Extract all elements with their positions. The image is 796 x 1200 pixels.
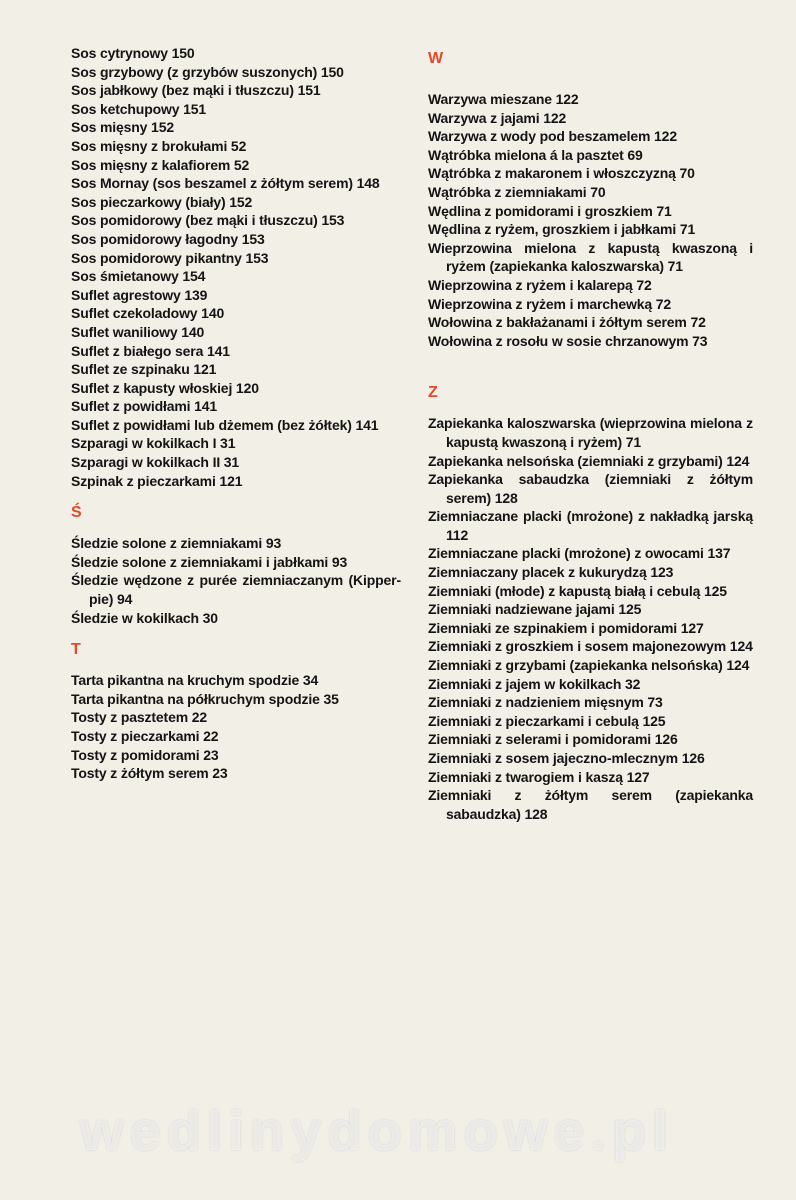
index-entry: Ziemniaki ze szpinakiem i pomidorami 127 <box>428 619 704 636</box>
index-entry: Wędlina z pomidorami i groszkiem 71 <box>428 202 672 219</box>
index-entry: Ziemniaki z pieczarkami i cebulą 125 <box>428 712 666 729</box>
index-entry: Wieprzowina z ryżem i kalarepą 72 <box>428 276 652 293</box>
index-entry: Śledzie solone z ziemniakami i jabłkami 93 <box>71 553 348 570</box>
index-entry: Ziemniaczane placki (mrożone) z nakładką jarską 112 <box>428 508 753 543</box>
index-entry: Wieprzowina mielona z kapustą kwaszoną i ryżem (zapiekanka kaloszwarska) 71 <box>428 239 753 275</box>
index-entry: Tosty z żółtym serem 23 <box>71 765 228 782</box>
index-entry: Ziemniaki z nadzieniem mięsnym 73 <box>428 694 663 711</box>
index-entry: Ziemniaki z selerami i pomidorami 126 <box>428 731 678 748</box>
index-column-left <box>71 44 401 783</box>
index-entry: Suflet z białego sera 141 <box>71 342 230 359</box>
index-entry: Warzywa mieszane 122 <box>428 91 579 107</box>
index-column-right <box>428 50 753 823</box>
index-entry: Ziemniaczany placek z kukurydzą 123 <box>428 564 674 581</box>
index-entry: Szpinak z pieczarkami 121 <box>71 472 243 489</box>
index-entry: Sos śmietanowy 154 <box>71 268 206 285</box>
index-entry: Ziemniaki nadziewane jajami 125 <box>428 601 642 618</box>
index-entry: Sos grzybowy (z grzybów suszonych) 150 <box>71 63 344 80</box>
index-entry: Ziemniaki z twarogiem i kaszą 127 <box>428 768 650 785</box>
index-entry: Ziemniaki z żółtym serem (zapiekanka sabaudzka) 128 <box>428 787 753 822</box>
index-entry: Suflet waniliowy 140 <box>71 323 205 340</box>
section-letter: Z <box>428 384 438 402</box>
index-entry: Zapiekanka nelsońska (ziemniaki z grzybami) 124 <box>428 452 750 469</box>
index-entry: Suflet czekoladowy 140 <box>71 305 225 322</box>
index-entry: Suflet ze szpinaku 121 <box>71 361 217 378</box>
index-entry: Wątróbka z makaronem i włoszczyzną 70 <box>428 165 695 182</box>
index-entry: Warzywa z wody pod beszamelem 122 <box>428 128 677 145</box>
section-letter: Ś <box>71 504 82 522</box>
watermark: wedlinydomowe.pl <box>80 1099 674 1162</box>
index-entry: Sos Mornay (sos beszamel z żółtym serem) 148 <box>71 175 380 192</box>
index-entry: Sos mięsny z brokułami 52 <box>71 137 247 154</box>
index-entry: Tarta pikantna na kruchym spodzie 34 <box>71 672 319 689</box>
index-entry: Sos mięsny 152 <box>71 119 174 136</box>
index-entry: Wędlina z ryżem, groszkiem i jabłkami 71 <box>428 221 696 238</box>
index-entry: Sos ketchupowy 151 <box>71 100 207 117</box>
index-entry: Suflet z kapusty włoskiej 120 <box>71 379 259 396</box>
index-entry: Ziemniaki (młode) z kapustą białą i cebulą 125 <box>428 582 727 599</box>
index-entry: Suflet agrestowy 139 <box>71 286 208 303</box>
index-entry: Śledzie w kokilkach 30 <box>71 609 218 626</box>
index-entry: Suflet z powidłami lub dżemem (bez żółtek) 141 <box>71 416 379 433</box>
index-entry: Ziemniaki z sosem jajeczno-mlecznym 126 <box>428 750 705 766</box>
index-entry: Tosty z pomidorami 23 <box>71 746 219 763</box>
index-entry: Wątróbka mielona á la pasztet 69 <box>428 146 643 163</box>
index-entry: Tosty z pieczarkami 22 <box>71 728 219 744</box>
index-entry: Tarta pikantna na półkruchym spodzie 35 <box>71 690 339 707</box>
index-entry: Śledzie wędzone z purée ziemniaczanym (Kipper-pie) 94 <box>71 572 401 608</box>
index-entry: Sos cytrynowy 150 <box>71 45 195 61</box>
index-entry: Suflet z powidłami 141 <box>71 398 218 415</box>
section-letter: T <box>71 641 81 659</box>
index-entry: Sos pieczarkowy (biały) 152 <box>71 193 253 210</box>
index-entry: Warzywa z jajami 122 <box>428 109 567 126</box>
index-entry: Sos jabłkowy (bez mąki i tłuszczu) 151 <box>71 82 321 99</box>
index-entry: Ziemniaki z grzybami (zapiekanka nelsońska) 124 <box>428 657 750 674</box>
index-entry: Tosty z pasztetem 22 <box>71 709 208 726</box>
section-gap <box>428 350 753 370</box>
index-entry: Sos pomidorowy (bez mąki i tłuszczu) 153 <box>71 212 345 229</box>
index-entry: Wieprzowina z ryżem i marchewką 72 <box>428 295 671 312</box>
index-entry: Zapiekanka kaloszwarska (wieprzowina mielona z kapustą kwaszoną i ryżem) 71 <box>428 415 753 450</box>
index-entry: Zapiekanka sabaudzka (ziemniaki z żółtym serem) 128 <box>428 471 753 506</box>
index-entry: Szparagi w kokilkach I 31 <box>71 435 236 452</box>
index-entry: Ziemniaki z groszkiem i sosem majonezowym 124 <box>428 638 753 655</box>
index-entry: Wołowina z bakłażanami i żółtym serem 72 <box>428 314 706 331</box>
index-entry: Śledzie solone z ziemniakami 93 <box>71 535 282 552</box>
index-entry: Szparagi w kokilkach II 31 <box>71 454 240 471</box>
section-letter: W <box>428 50 443 67</box>
index-entry: Wołowina z rosołu w sosie chrzanowym 73 <box>428 332 708 349</box>
index-entry: Sos pomidorowy łagodny 153 <box>71 230 265 247</box>
index-entry: Ziemniaki z jajem w kokilkach 32 <box>428 675 641 692</box>
index-entry: Sos mięsny z kalafiorem 52 <box>71 156 250 173</box>
index-entry: Sos pomidorowy pikantny 153 <box>71 249 269 266</box>
index-entry: Wątróbka z ziemniakami 70 <box>428 183 606 200</box>
index-entry: Ziemniaczane placki (mrożone) z owocami 137 <box>428 545 731 562</box>
